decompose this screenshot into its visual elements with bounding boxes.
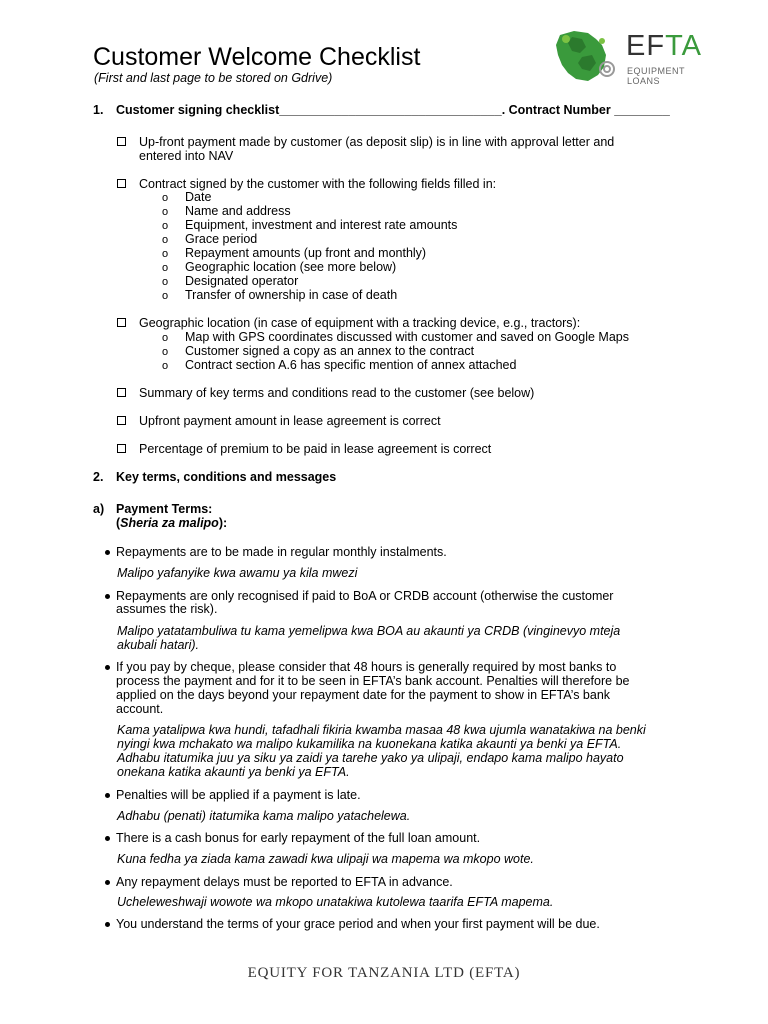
bullet-dot xyxy=(105,922,110,927)
page-footer: EQUITY FOR TANZANIA LTD (EFTA) xyxy=(247,965,521,981)
sub-marker: o xyxy=(162,206,169,218)
check-item-text: Contract signed by the customer with the following fields filled in: xyxy=(139,177,497,191)
section-a-heading: Payment Terms: xyxy=(116,502,213,516)
sub-item: Map with GPS coordinates discussed with customer and saved on Google Maps xyxy=(185,330,629,344)
checkbox[interactable] xyxy=(117,444,126,453)
sub-marker: o xyxy=(162,346,169,358)
checkbox[interactable] xyxy=(117,318,126,327)
bullet-dot xyxy=(105,594,110,599)
bullet-swahili: Adhabu itatumika juu ya siku ya zaidi ya tarehe yako ya ulipaji, endapo kama malipo hayato xyxy=(117,751,624,765)
section-2-heading: Key terms, conditions and messages xyxy=(116,470,337,484)
sub-item: Customer signed a copy as an annex to the contract xyxy=(185,344,475,358)
sub-item: Geographic location (see more below) xyxy=(185,260,397,274)
bullet-text: If you pay by cheque, please consider that 48 hours is generally required by most banks to xyxy=(116,660,617,674)
bullet-text: Repayments are only recognised if paid to BoA or CRDB account (otherwise the customer xyxy=(116,589,614,603)
sub-item: Contract section A.6 has specific mention of annex attached xyxy=(185,358,517,372)
checkbox[interactable] xyxy=(117,388,126,397)
bullet-swahili: Malipo yafanyike kwa awamu ya kila mwezi xyxy=(117,566,358,580)
bullet-swahili: onekana katika akaunti ya benki ya EFTA. xyxy=(117,765,350,779)
bullet-text: applied on the days beyond your repayment date for the payment to show in EFTA’s bank xyxy=(116,688,611,702)
sub-item: Transfer of ownership in case of death xyxy=(185,288,398,302)
sub-item: Repayment amounts (up front and monthly) xyxy=(185,246,427,260)
sub-marker: o xyxy=(162,290,169,302)
bullet-dot xyxy=(105,836,110,841)
bullet-swahili: nyingi kwa mchakato wa malipo kukamilika na kuonekana katika akaunti ya benki ya EFTA. xyxy=(117,737,622,751)
section-1-heading: Customer signing checklist________________________________. Contract Number ________ xyxy=(116,103,670,117)
sub-marker: o xyxy=(162,262,169,274)
sub-item: Grace period xyxy=(185,232,258,246)
sub-marker: o xyxy=(162,332,169,344)
bullet-swahili: Adhabu (penati) itatumika kama malipo yatachelewa. xyxy=(117,809,411,823)
bullet-dot xyxy=(105,793,110,798)
sub-marker: o xyxy=(162,248,169,260)
section-2-number: 2. xyxy=(93,470,104,484)
bullet-text: Penalties will be applied if a payment is late. xyxy=(116,788,361,802)
check-item-text: Geographic location (in case of equipment with a tracking device, e.g., tractors): xyxy=(139,316,581,330)
sub-item: Equipment, investment and interest rate amounts xyxy=(185,218,458,232)
sub-item: Date xyxy=(185,190,212,204)
bullet-swahili: Ucheleweshwaji wowote wa mkopo unatakiwa kutolewa taarifa EFTA mapema. xyxy=(117,895,554,909)
check-item-text: Summary of key terms and conditions read to the customer (see below) xyxy=(139,386,535,400)
page-title: Customer Welcome Checklist xyxy=(93,43,421,71)
logo-subtext: EQUIPMENT LOANS xyxy=(627,66,685,86)
sub-marker: o xyxy=(162,192,169,204)
bullet-text: account. xyxy=(116,702,164,716)
bullet-swahili: akubali hatari). xyxy=(117,638,199,652)
bullet-swahili: Malipo yatatambuliwa tu kama yemelipwa kwa BOA au akaunti ya CRDB (vinginevyo mteja xyxy=(117,624,621,638)
logo-wordmark: EFTA xyxy=(626,30,702,62)
check-item-text: Upfront payment amount in lease agreement is correct xyxy=(139,414,441,428)
sub-marker: o xyxy=(162,220,169,232)
sub-item: Name and address xyxy=(185,204,291,218)
section-1-number: 1. xyxy=(93,103,104,117)
check-item-text: entered into NAV xyxy=(139,149,234,163)
efta-logo xyxy=(552,25,702,86)
bullet-text: assumes the risk). xyxy=(116,602,218,616)
checkbox[interactable] xyxy=(117,416,126,425)
check-item-text: Up-front payment made by customer (as deposit slip) is in line with approval letter and xyxy=(139,135,615,149)
bullet-dot xyxy=(105,880,110,885)
bullet-dot xyxy=(105,550,110,555)
section-a-label: a) xyxy=(93,502,105,516)
bullet-dot xyxy=(105,665,110,670)
checkbox[interactable] xyxy=(117,179,126,188)
sub-item: Designated operator xyxy=(185,274,299,288)
sub-marker: o xyxy=(162,276,169,288)
sub-marker: o xyxy=(162,234,169,246)
bullet-swahili: Kama yatalipwa kwa hundi, tafadhali fikiria kwamba masaa 48 kwa ujumla wanatakiwa na benki xyxy=(117,723,646,737)
section-a-heading-swahili: (Sheria za malipo): xyxy=(116,516,228,530)
bullet-swahili: Kuna fedha ya ziada kama zawadi kwa ulipaji wa mapema wa mkopo wote. xyxy=(117,852,534,866)
sub-marker: o xyxy=(162,360,169,372)
bullet-text: process the payment and for it to be seen in EFTA’s bank account. Penalties will therefore be xyxy=(116,674,630,688)
tanzania-map-icon xyxy=(552,25,622,85)
bullet-text: Repayments are to be made in regular monthly instalments. xyxy=(116,545,447,559)
bullet-text: You understand the terms of your grace period and when your first payment will be due. xyxy=(116,917,600,931)
bullet-text: Any repayment delays must be reported to EFTA in advance. xyxy=(116,875,453,889)
bullet-text: There is a cash bonus for early repayment of the full loan amount. xyxy=(116,831,481,845)
checkbox[interactable] xyxy=(117,137,126,146)
page-subtitle: (First and last page to be stored on Gdrive) xyxy=(94,71,333,85)
check-item-text: Percentage of premium to be paid in lease agreement is correct xyxy=(139,442,492,456)
